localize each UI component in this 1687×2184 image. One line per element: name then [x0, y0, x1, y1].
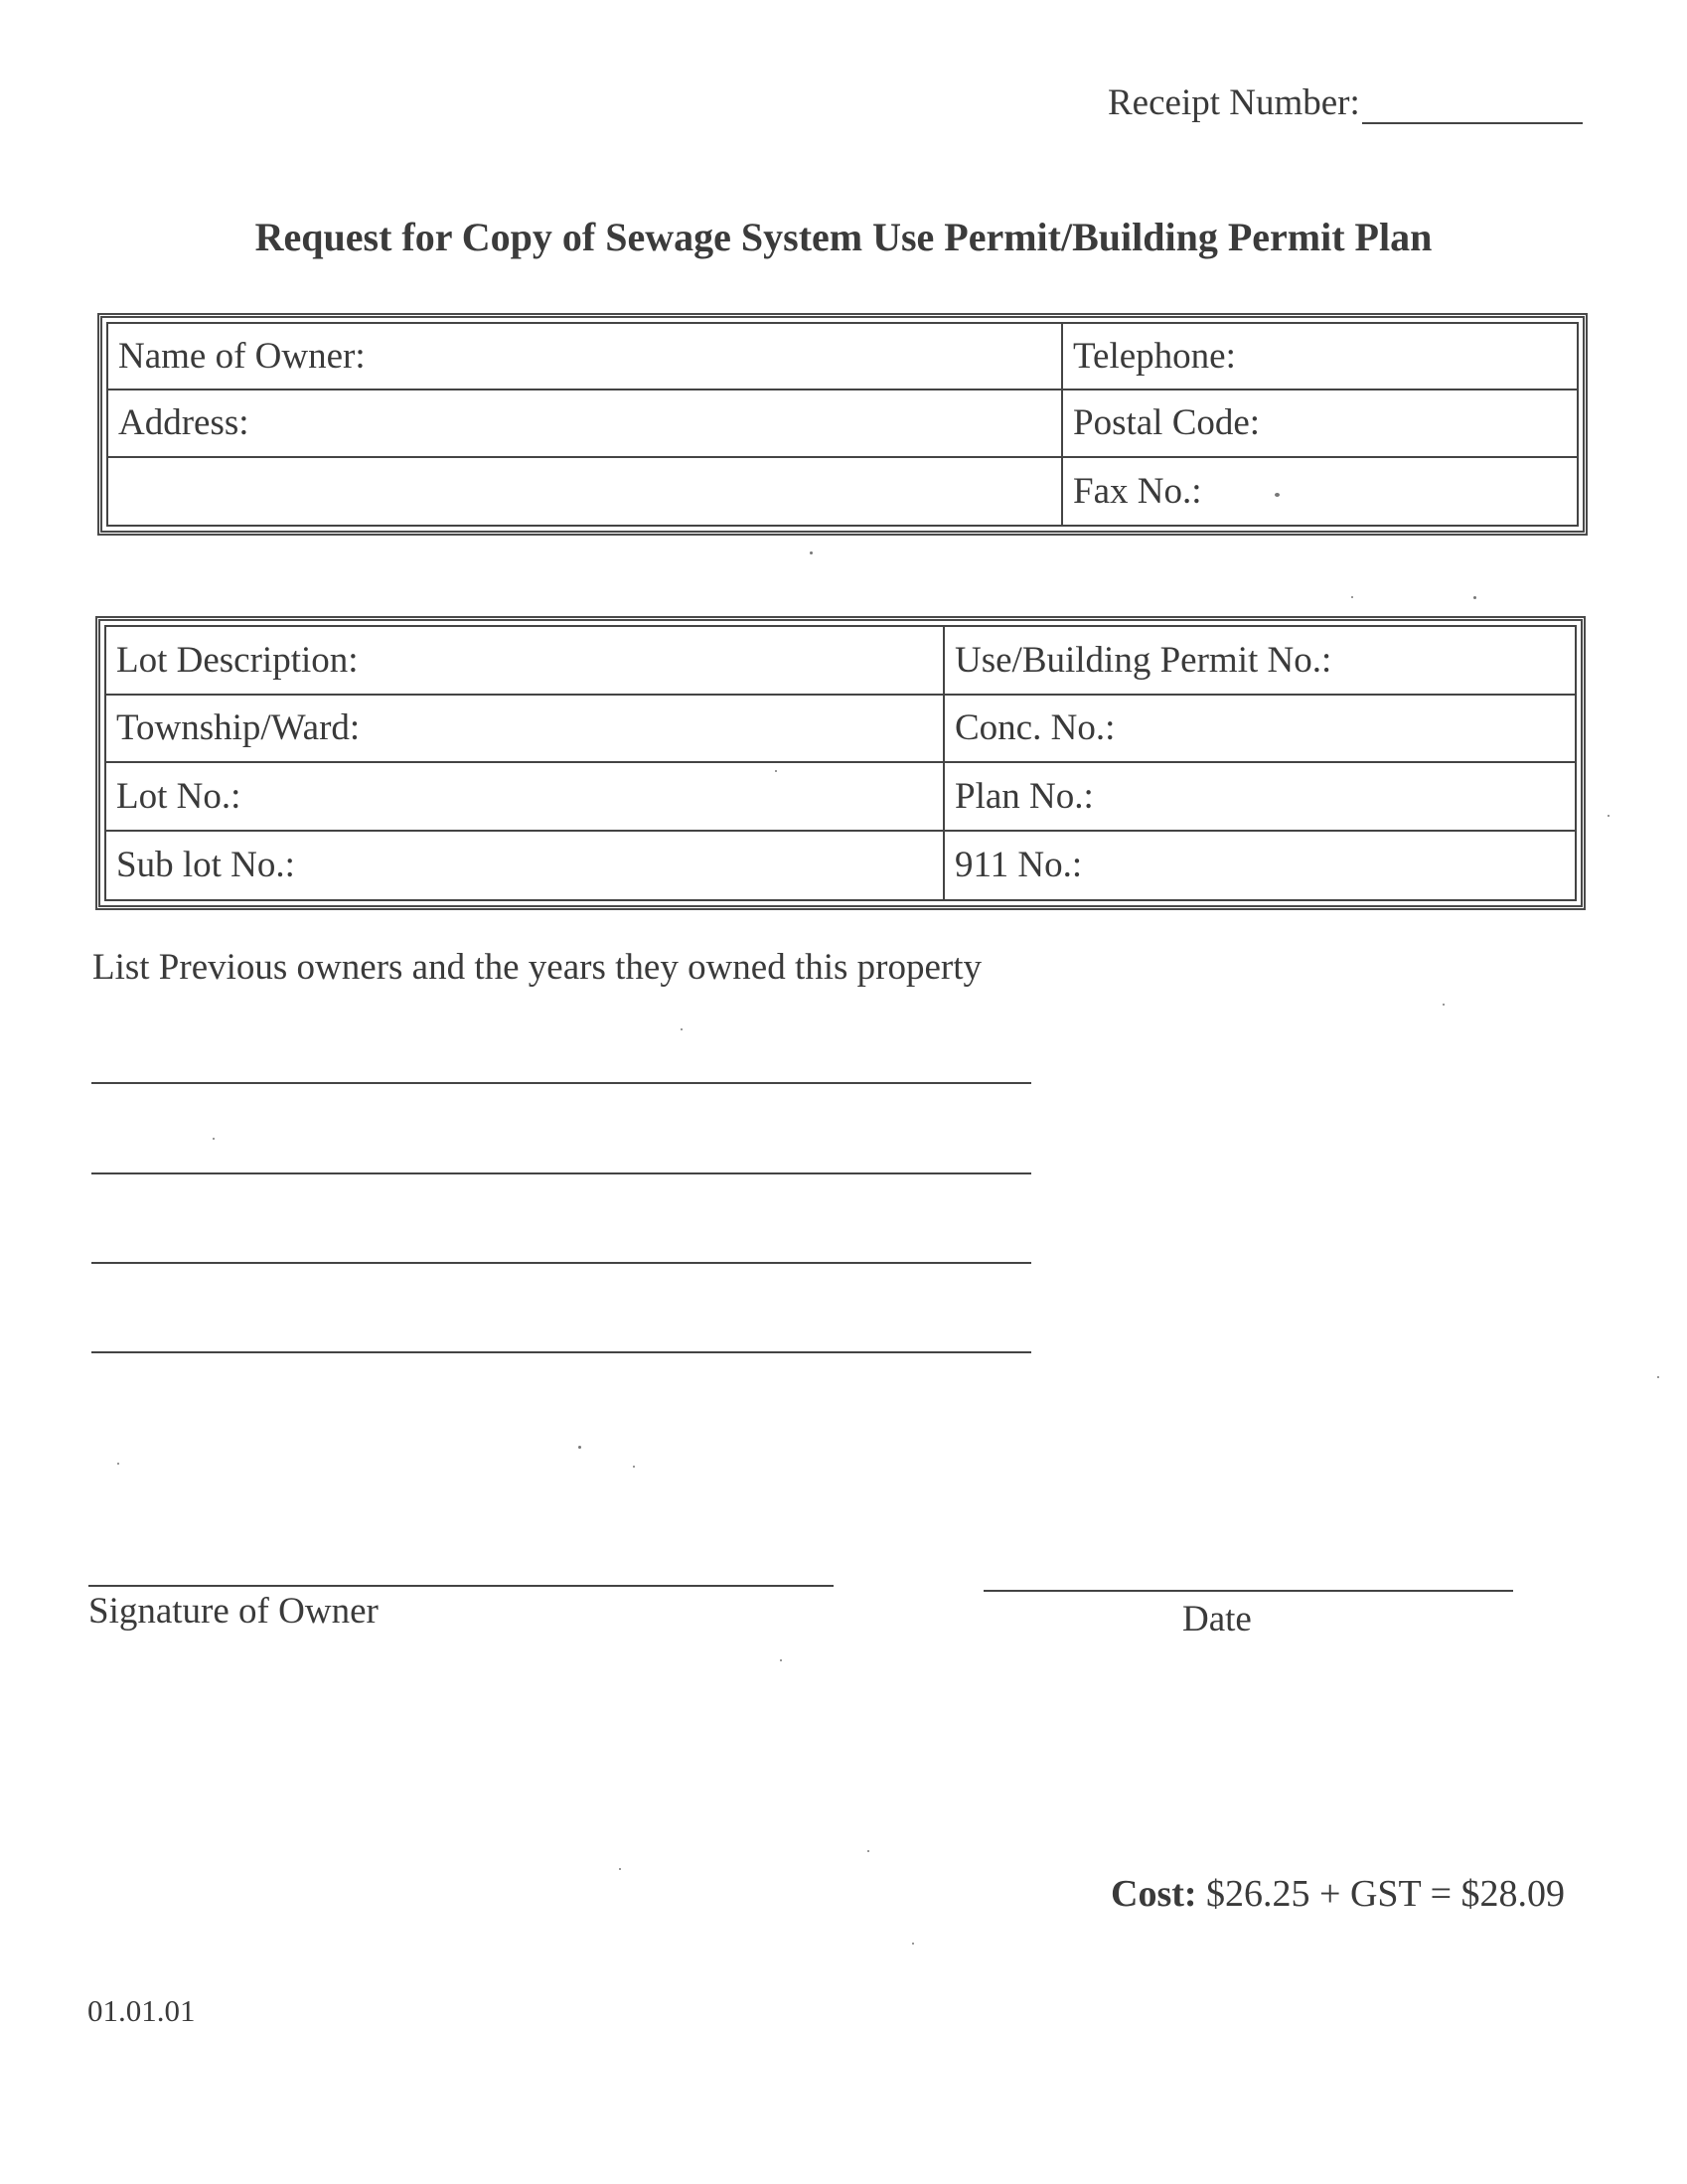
address-label: Address: [118, 402, 249, 444]
use-building-permit-no-label: Use/Building Permit No.: [955, 639, 1332, 681]
signature-of-owner-label: Signature of Owner [88, 1591, 379, 1632]
911-no-field[interactable] [945, 832, 1575, 900]
signature-of-owner-line[interactable] [88, 1585, 834, 1587]
postal-code-field[interactable] [1063, 390, 1577, 457]
township-ward-label: Township/Ward: [116, 707, 361, 749]
lot-no-field[interactable] [106, 763, 945, 832]
cost-label: Cost: [1111, 1873, 1197, 1915]
lot-description-label: Lot Description: [116, 639, 359, 681]
township-ward-field[interactable] [106, 696, 945, 764]
scan-speck [578, 1446, 581, 1449]
previous-owner-line[interactable] [91, 1082, 1031, 1084]
scan-speck [912, 1943, 914, 1945]
911-no-label: 911 No.: [955, 845, 1083, 886]
lot-no-label: Lot No.: [116, 775, 241, 817]
cost-value: $26.25 + GST = $28.09 [1206, 1873, 1566, 1915]
scan-speck [1351, 596, 1353, 598]
scan-speck [213, 1138, 215, 1140]
form-code: 01.01.01 [87, 1993, 196, 2028]
previous-owner-line[interactable] [91, 1262, 1031, 1264]
scan-speck [681, 1028, 683, 1030]
date-line[interactable] [984, 1590, 1513, 1592]
sub-lot-no-label: Sub lot No.: [116, 845, 295, 886]
address-line-2-field[interactable] [108, 458, 1063, 525]
lot-description-field[interactable] [106, 627, 945, 696]
scan-speck [619, 1868, 621, 1870]
plan-no-label: Plan No.: [955, 775, 1094, 817]
receipt-number-input-line[interactable] [1362, 88, 1583, 124]
previous-owner-line[interactable] [91, 1351, 1031, 1353]
scan-speck [1443, 1004, 1445, 1006]
cost-line [1111, 1872, 1565, 1916]
fax-no-field[interactable] [1063, 458, 1577, 525]
name-of-owner-field[interactable] [108, 324, 1063, 390]
previous-owners-label: List Previous owners and the years they owned this property [92, 947, 983, 988]
scan-speck [1657, 1376, 1659, 1378]
owner-info-box [97, 313, 1588, 536]
date-label: Date [1182, 1599, 1252, 1639]
scan-speck [810, 551, 813, 554]
scan-speck [1473, 596, 1476, 599]
sub-lot-no-field[interactable] [106, 832, 945, 900]
use-building-permit-no-field[interactable] [945, 627, 1575, 696]
previous-owner-line[interactable] [91, 1172, 1031, 1174]
conc-no-label: Conc. No.: [955, 707, 1116, 749]
scan-speck [780, 1659, 782, 1661]
scan-speck [867, 1850, 869, 1852]
telephone-label: Telephone: [1073, 336, 1236, 378]
plan-no-field[interactable] [945, 763, 1575, 832]
name-of-owner-label: Name of Owner: [118, 336, 366, 378]
receipt-number-label: Receipt Number: [1108, 82, 1360, 123]
fax-no-label: Fax No.: [1073, 470, 1202, 512]
conc-no-field[interactable] [945, 696, 1575, 764]
scan-speck [633, 1466, 635, 1468]
telephone-field[interactable] [1063, 324, 1577, 390]
receipt-number-field [1108, 81, 1583, 124]
property-info-box [95, 616, 1586, 910]
scan-speck [1608, 815, 1610, 817]
address-field[interactable] [108, 390, 1063, 457]
scan-speck [775, 770, 777, 772]
form-title: Request for Copy of Sewage System Use Permit/Building Permit Plan [254, 215, 1433, 259]
scan-speck [117, 1463, 119, 1465]
scan-speck [1275, 493, 1280, 497]
postal-code-label: Postal Code: [1073, 402, 1261, 444]
